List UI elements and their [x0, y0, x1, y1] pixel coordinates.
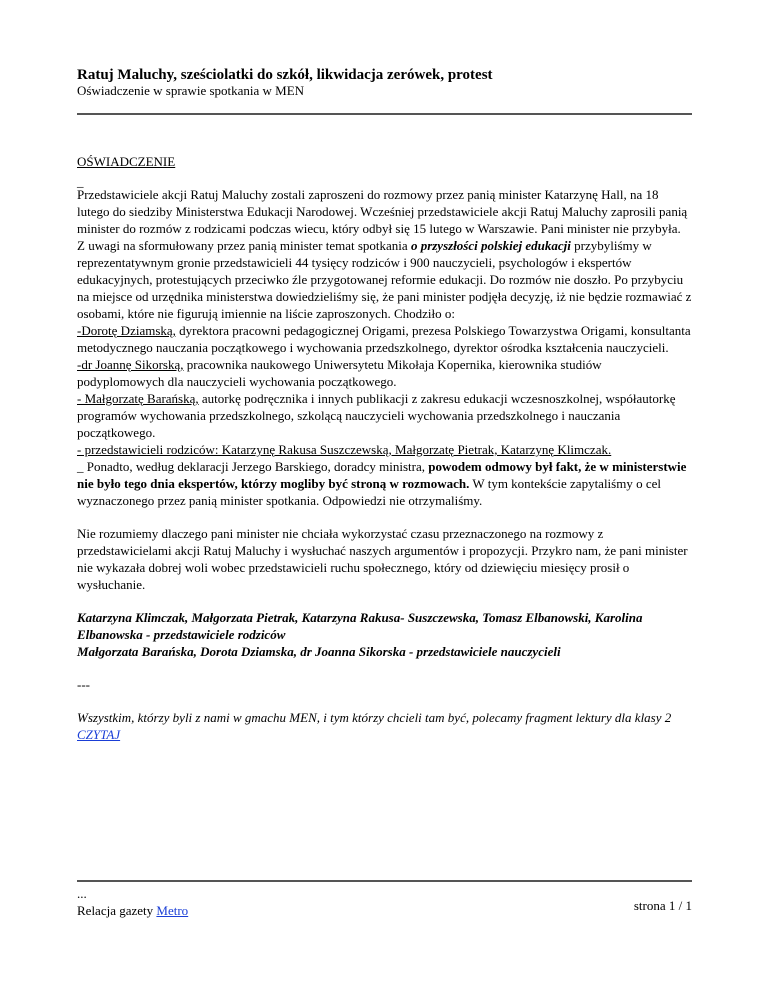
paragraph-topic-start: Z uwagi na sformułowany przez panią minister temat spotkania: [77, 238, 411, 253]
relacja-line: [77, 902, 692, 919]
relacja-label: Relacja gazety: [77, 903, 157, 918]
spacer: [77, 509, 692, 525]
czytaj-line: [77, 726, 692, 743]
signature-parents: Katarzyna Klimczak, Małgorzata Pietrak, Katarzyna Rakusa- Suszczewska, Tomasz Elbanowski, Karolina Elbanowska - przedstawiciele rodziców: [77, 610, 643, 642]
paragraph-invitation: Przedstawiciele akcji Ratuj Maluchy zostali zaproszeni do rozmowy przez panią minister Katarzynę Hall, na 18 lutego do siedziby Ministerstwa Edukacji Narodowej. Wcześniej przedstawiciele akcji Ratuj Maluchy zaprosili panią minister do rozmów z rodzicami podczas wiecu, który odbył się 15 lutego w Warszawie. Pani minister nie przybyła.: [77, 187, 688, 236]
ellipsis-text: ...: [77, 886, 87, 901]
list-item: [77, 356, 692, 390]
list-item: [77, 390, 692, 441]
separator-text: ---: [77, 677, 90, 692]
spacer: [77, 693, 692, 709]
document-page: [77, 0, 692, 994]
paragraph-recommendation: Wszystkim, którzy byli z nami w gmachu MEN, i tym którzy chcieli tam być, polecamy fragment lektury dla klasy 2: [77, 710, 672, 725]
spacer: [77, 593, 692, 609]
paragraph-topic-rest: przybyliśmy w reprezentatywnym gronie przedstawicieli 44 tysięcy rodziców i 900 nauczycieli, psychologów i ekspertów edukacyjnych, protestujących przeciwko źle przygotowanej reformie edukacji. Do rozmów nie doszło. Po przybyciu na miejsce od urzędnika ministerstwa dowiedzieliśmy się, że pani minister podjęła decyzję, iż nie będzie rozmawiać z osobami, które nie figurują imiennie na liście zaproszonych. Chodziło o:: [77, 238, 692, 321]
article-heading: OŚWIADCZENIE: [77, 154, 176, 169]
paragraph-reason: [77, 458, 692, 509]
spacer: [77, 660, 692, 676]
list-item: [77, 322, 692, 356]
paragraph-conclusion: Nie rozumiemy dlaczego pani minister nie chciała wykorzystać czasu przeznaczonego na rozmowy z przedstawicielami akcji Ratuj Maluchy i wysłuchać naszych argumentów i propozycji. Przykro nam, że pani minister nie wykazała dobrej woli wobec przedstawicieli ruchu społecznego, który od dziewięciu miesięcy prosił o wysłuchanie.: [77, 526, 688, 592]
list-item-desc: autorkę podręcznika i innych publikacji z zakresu edukacji wczesnoszkolnej, współautorkę programów wychowania przedszkolnego, szkolącą nauczycieli wychowania przedszkolnego i nauczania początkowego.: [77, 391, 676, 440]
czytaj-link[interactable]: CZYTAJ: [77, 727, 121, 742]
article-body: [77, 153, 692, 919]
list-item-desc: pracownika naukowego Uniwersytetu Mikołaja Kopernika, kierownika studiów podyplomowych dla nauczycieli wychowania początkowego.: [77, 357, 602, 389]
underscore-mark: _: [77, 174, 84, 189]
list-item-name: -Dorotę Dziamską,: [77, 323, 176, 338]
paragraph-topic-emphasis: o przyszłości polskiej edukacji: [410, 238, 571, 253]
list-item-parents: - przedstawicieli rodziców: Katarzynę Rakusa Suszczewską, Małgorzatę Pietrak, Katarzynę Klimczak.: [77, 442, 612, 457]
spacer: [77, 743, 692, 885]
page-title: Ratuj Maluchy, sześciolatki do szkół, likwidacja zerówek, protest: [77, 67, 493, 83]
metro-link[interactable]: Metro: [156, 903, 189, 918]
page-subtitle: Oświadczenie w sprawie spotkania w MEN: [77, 83, 305, 98]
paragraph-reason-start: _ Ponadto, według deklaracji Jerzego Barskiego, doradcy ministra,: [77, 459, 429, 474]
footer-divider: [77, 880, 692, 882]
list-item-name: -dr Joannę Sikorską,: [77, 357, 184, 372]
signature-teachers: Małgorzata Barańska, Dorota Dziamska, dr Joanna Sikorska - przedstawiciele nauczycieli: [77, 644, 561, 659]
paragraph-topic: [77, 237, 692, 322]
paragraph-reason-emphasis: powodem odmowy był fakt, że w ministerstwie nie było tego dnia ekspertów, którzy mogliby być stroną w rozmowach.: [77, 459, 687, 491]
list-item-name: - Małgorzatę Barańską,: [77, 391, 199, 406]
header-divider: [77, 113, 692, 115]
paragraph-reason-rest: W tym kontekście zapytaliśmy o cel wyznaczonego przez panią minister spotkania. Odpowiedzi nie otrzymaliśmy.: [77, 476, 661, 508]
page-number: strona 1 / 1: [633, 898, 692, 913]
list-item-desc: dyrektora pracowni pedagogicznej Origami, prezesa Polskiego Towarzystwa Origami, konsultanta metodycznego nauczania początkowego i wychowania przedszkolnego, dyrektor ośrodka kształcenia nauczycieli.: [77, 323, 691, 355]
